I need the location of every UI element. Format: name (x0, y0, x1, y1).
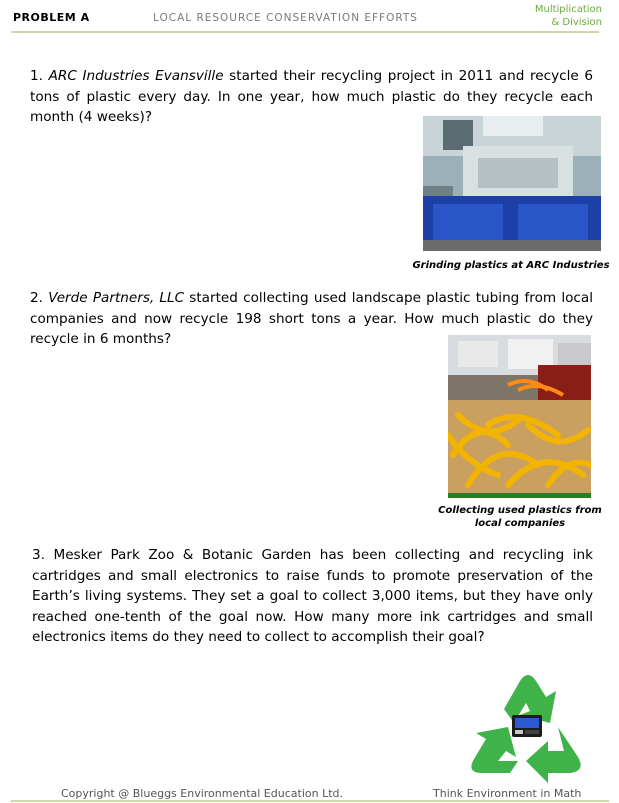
question-2-company: Verde Partners, LLC (48, 290, 185, 306)
ink-cartridge-icon (512, 715, 542, 737)
question-1-text: started their recycling project in 2011 and recycle 6 tons of plastic every day. In one year, how much plastic do they recycle each month (4 weeks)? (30, 68, 594, 125)
photo-1-caption: Grinding plastics at ARC Industries (412, 260, 610, 271)
photo-2-caption-line-1: Collecting used plastics from (438, 505, 602, 516)
problem-label: PROBLEM A (13, 11, 90, 24)
worksheet-title: LOCAL RESOURCE CONSERVATION EFFORTS (153, 12, 418, 24)
footer-divider (11, 800, 609, 802)
footer-copyright: Copyright @ Blueggs Environmental Education Ltd. (61, 787, 343, 800)
question-1-company: ARC Industries Evansville (48, 68, 224, 84)
question-1-number: 1. (30, 68, 43, 84)
topic-label (535, 3, 602, 29)
plastic-tubing-photo (448, 335, 591, 498)
photo-2-caption-line-2: local companies (474, 518, 566, 529)
photo-2-caption (432, 504, 608, 530)
question-3-text: Mesker Park Zoo & Botanic Garden has been collecting and recycling ink cartridges and small electronics to raise funds to promote preservation of the Earth’s living systems. They set a goal to collect 3,000 items, but they have only reached one-tenth of the goal now. How many more ink cartridges and small electronics items do they need to collect to accomplish their goal? (32, 547, 593, 645)
footer-tagline: Think Environment in Math (433, 787, 582, 800)
grinding-plastics-photo (423, 116, 601, 251)
question-3-number: 3. (32, 547, 45, 563)
page-header (0, 0, 619, 38)
topic-line-2: & Division (551, 17, 602, 28)
question-2-number: 2. (30, 290, 43, 306)
header-divider (11, 31, 599, 33)
question-2-text: started collecting used landscape plastic tubing from local companies and now recycle 198 short tons a year. How much plastic do they recycle in 6 months? (30, 290, 593, 347)
question-3 (32, 545, 593, 648)
recycle-symbol-icon (460, 665, 596, 792)
topic-line-1: Multiplication (534, 4, 602, 15)
